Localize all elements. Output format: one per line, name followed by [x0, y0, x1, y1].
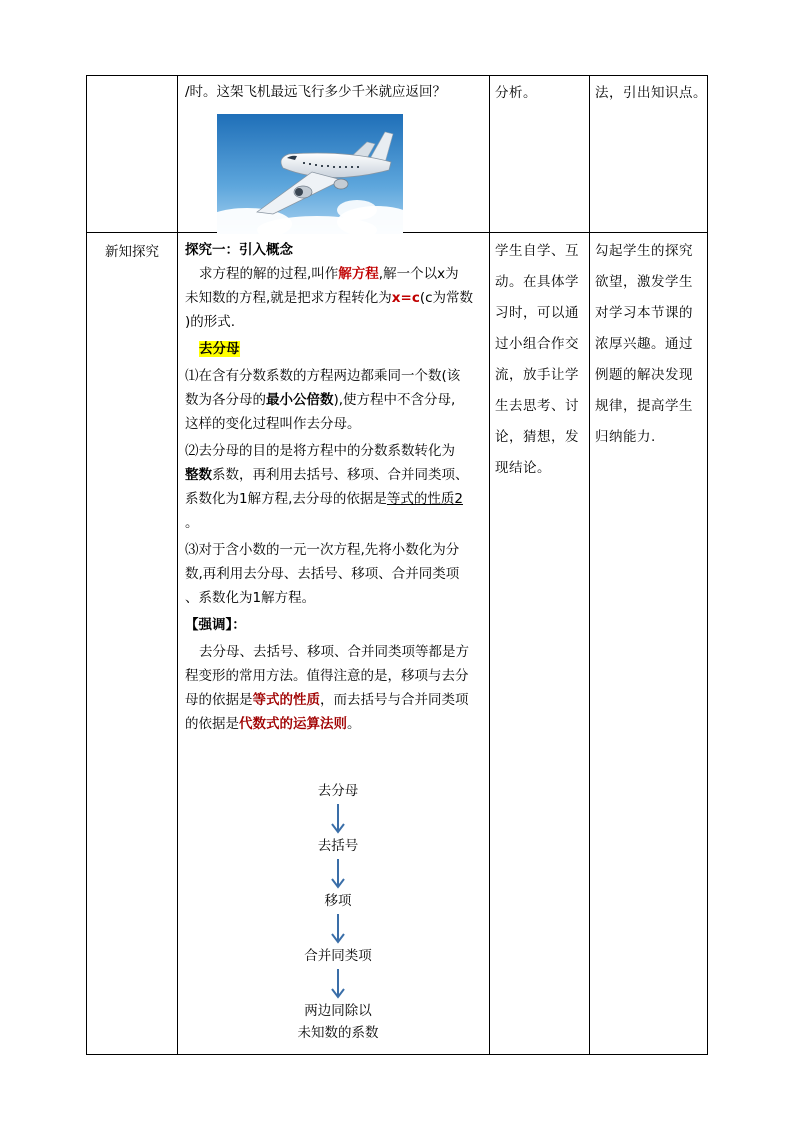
design-intent-line: 规律，提高学生: [595, 398, 693, 414]
p3-line-3: 、系数化为1解方程。: [185, 590, 316, 606]
lesson-table: [86, 75, 708, 1055]
question-cell: [185, 80, 485, 234]
emphasis-line-1: 去分母、去括号、移项、合并同类项等都是方: [199, 644, 469, 660]
emphasis-line-2: 程变形的常用方法。值得注意的是，移项与去分: [185, 668, 469, 684]
steps-flowchart: [177, 780, 499, 1044]
design-intent-line: 例题的解决发现: [595, 367, 693, 383]
emphasis-label: 【强调】：: [185, 617, 246, 633]
term-x-equals-c: x=c: [391, 290, 420, 306]
down-arrow-icon: [177, 967, 499, 1000]
p3-line-1: ⑶对于含小数的一元一次方程,先将小数化为分: [185, 542, 460, 558]
student-activity-line: 生去思考、讨: [495, 398, 579, 414]
student-activity-line: 论，猜想，发: [495, 429, 579, 445]
design-intent-line: 勾起学生的探究: [595, 243, 693, 259]
heading-remove-denominator: 去分母: [199, 341, 240, 357]
row-label-text: 新知探究: [105, 244, 159, 260]
down-arrow-icon: [177, 912, 499, 945]
student-activity-line: 动。在具体学: [495, 274, 579, 290]
intro-line-1: 求方程的解的过程,叫作解方程,解一个以x为: [199, 266, 459, 282]
term-solve-equation: 解方程: [338, 266, 379, 282]
row1-student-cell: [495, 78, 587, 109]
p1-line-1: ⑴在含有分数系数的方程两边都乘同一个数(该: [185, 368, 461, 384]
emphasis-line-3: 母的依据是等式的性质，而去括号与合并同类项: [185, 692, 469, 708]
p2-line-2: 整数系数，再利用去括号、移项、合并同类项、: [185, 467, 469, 483]
student-activity-line: 习时，可以通: [495, 305, 579, 321]
student-activity-line: 流，放手让学: [495, 367, 579, 383]
intro-line-2: 未知数的方程,就是把求方程转化为x=c(c为常数: [185, 290, 474, 306]
emphasis-line-4: 的依据是代数式的运算法则。: [185, 716, 361, 732]
row-label: [87, 240, 177, 264]
airplane-photo: [217, 114, 403, 234]
down-arrow-icon: [177, 857, 499, 890]
p2-line-4: 。: [185, 515, 199, 531]
p3-line-2: 数,再利用去分母、去括号、移项、合并同类项: [185, 566, 460, 582]
term-lcm: 最小公倍数: [266, 392, 334, 408]
flow-step: 移项: [324, 893, 352, 909]
design-intent-line: 浓厚兴趣。通过: [595, 336, 693, 352]
term-algebra-rules: 代数式的运算法则: [239, 716, 347, 732]
flow-step: 去分母: [317, 783, 359, 799]
student-activity-line: 现结论。: [495, 460, 551, 476]
flow-step: 两边同除以: [304, 1003, 372, 1019]
design-intent-line: 欲望，激发学生: [595, 274, 693, 290]
term-equality-property-2: 等式的性质2: [386, 491, 463, 507]
row1-intent-text: 法，引出知识点。: [595, 85, 707, 101]
row1-student-text: 分析。: [495, 85, 537, 101]
intro-line-3: )的形式.: [185, 314, 236, 330]
p1-line-3: 这样的变化过程叫作去分母。: [185, 416, 361, 432]
p2-line-3: 系数化为1解方程,去分母的依据是等式的性质2: [185, 491, 463, 507]
design-intent-line: 归纳能力.: [595, 429, 656, 445]
flow-step: 去括号: [317, 838, 359, 854]
term-equality-property: 等式的性质: [252, 692, 320, 708]
student-activity-line: 过小组合作交: [495, 336, 579, 352]
row1-intent-cell: [595, 78, 705, 109]
p1-line-2: 数为各分母的最小公倍数),使方程中不含分母,: [185, 392, 456, 408]
column-divider: [589, 76, 590, 1054]
design-intent-line: 对学习本节课的: [595, 305, 693, 321]
flow-step: 合并同类项: [304, 948, 372, 964]
section-title: 探究一：引入概念: [185, 242, 293, 258]
student-activity-cell: [495, 236, 587, 484]
p2-line-1: ⑵去分母的目的是将方程中的分数系数转化为: [185, 443, 455, 459]
down-arrow-icon: [177, 802, 499, 835]
student-activity-line: 学生自学、互: [495, 243, 579, 259]
flow-step: 未知数的系数: [297, 1025, 379, 1041]
question-tail: /时。这架飞机最远飞行多少千米就应返回？: [185, 84, 447, 100]
content-cell: [185, 238, 485, 736]
design-intent-cell: [595, 236, 705, 453]
